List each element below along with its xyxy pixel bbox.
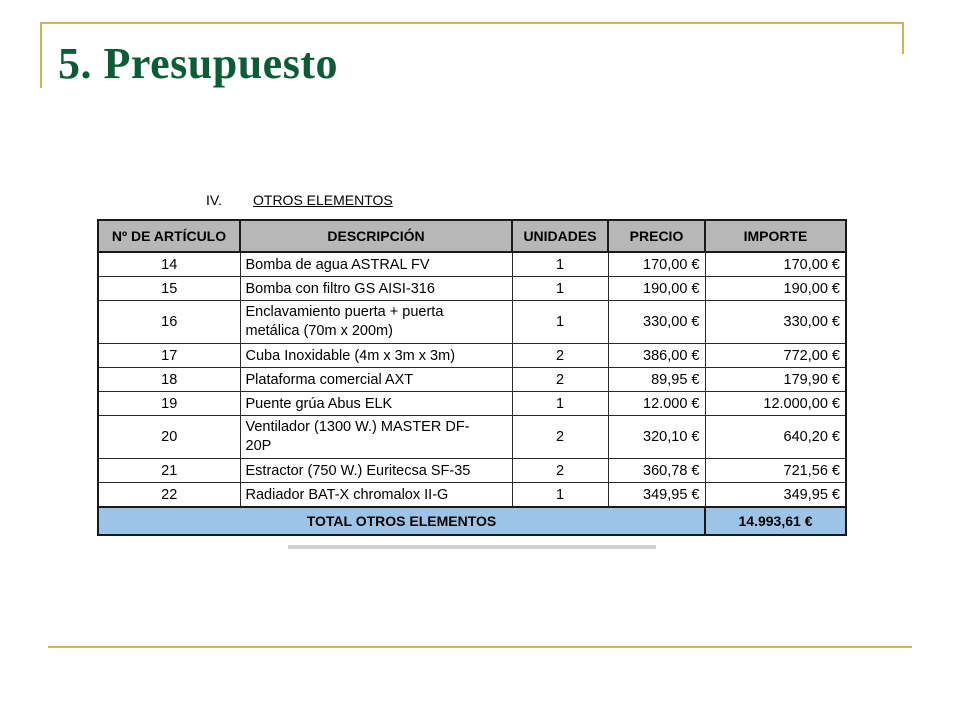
total-amount: 14.993,61 €	[705, 507, 846, 535]
cell-amount: 640,20 €	[705, 416, 846, 459]
table-row	[98, 416, 846, 459]
right-rule	[902, 22, 904, 54]
cell-amount: 190,00 €	[705, 277, 846, 301]
table-shadow	[288, 545, 656, 549]
cell-description: Bomba con filtro GS AISI-316	[240, 277, 512, 301]
cell-description: Estractor (750 W.) Euritecsa SF-35	[240, 459, 512, 483]
cell-price: 89,95 €	[608, 368, 705, 392]
total-label: TOTAL OTROS ELEMENTOS	[98, 507, 705, 535]
cell-amount: 12.000,00 €	[705, 392, 846, 416]
cell-price: 320,10 €	[608, 416, 705, 459]
cell-description: Cuba Inoxidable (4m x 3m x 3m)	[240, 344, 512, 368]
cell-item: 19	[98, 392, 240, 416]
cell-item: 21	[98, 459, 240, 483]
table-row	[98, 459, 846, 483]
cell-item: 17	[98, 344, 240, 368]
table-row	[98, 344, 846, 368]
section-title: OTROS ELEMENTOS	[253, 192, 393, 208]
table-row	[98, 392, 846, 416]
table-row	[98, 368, 846, 392]
slide-title: 5. Presupuesto	[58, 39, 338, 88]
table-row	[98, 301, 846, 344]
cell-price: 330,00 €	[608, 301, 705, 344]
cell-units: 1	[512, 301, 608, 344]
total-row	[98, 507, 846, 535]
description-line-1: Enclavamiento puerta + puerta	[245, 304, 444, 320]
header-units: UNIDADES	[512, 220, 608, 252]
cell-item: 16	[98, 301, 240, 344]
table-row	[98, 483, 846, 508]
header-description: DESCRIPCIÓN	[240, 220, 512, 252]
budget-table	[97, 219, 847, 536]
cell-units: 1	[512, 483, 608, 508]
cell-price: 386,00 €	[608, 344, 705, 368]
cell-units: 2	[512, 368, 608, 392]
cell-units: 1	[512, 252, 608, 277]
cell-units: 1	[512, 277, 608, 301]
section-number: IV.	[206, 192, 222, 208]
cell-price: 12.000 €	[608, 392, 705, 416]
cell-units: 2	[512, 459, 608, 483]
cell-description: Bomba de agua ASTRAL FV	[240, 252, 512, 277]
table-row	[98, 277, 846, 301]
cell-amount: 772,00 €	[705, 344, 846, 368]
top-rule	[40, 22, 904, 24]
cell-price: 349,95 €	[608, 483, 705, 508]
cell-item: 22	[98, 483, 240, 508]
cell-price: 360,78 €	[608, 459, 705, 483]
cell-units: 1	[512, 392, 608, 416]
description-line-2: 20P	[245, 438, 272, 454]
cell-price: 190,00 €	[608, 277, 705, 301]
cell-description: Puente grúa Abus ELK	[240, 392, 512, 416]
cell-description	[240, 416, 512, 459]
bottom-rule	[48, 646, 912, 648]
header-price: PRECIO	[608, 220, 705, 252]
cell-units: 2	[512, 416, 608, 459]
cell-description: Radiador BAT-X chromalox II-G	[240, 483, 512, 508]
cell-amount: 721,56 €	[705, 459, 846, 483]
cell-price: 170,00 €	[608, 252, 705, 277]
cell-amount: 179,90 €	[705, 368, 846, 392]
cell-item: 14	[98, 252, 240, 277]
description-line-2: metálica (70m x 200m)	[245, 323, 393, 339]
cell-description: Plataforma comercial AXT	[240, 368, 512, 392]
cell-description	[240, 301, 512, 344]
cell-item: 15	[98, 277, 240, 301]
cell-amount: 349,95 €	[705, 483, 846, 508]
cell-item: 20	[98, 416, 240, 459]
cell-amount: 330,00 €	[705, 301, 846, 344]
cell-item: 18	[98, 368, 240, 392]
table-header-row	[98, 220, 846, 252]
description-line-1: Ventilador (1300 W.) MASTER DF-	[245, 419, 470, 435]
left-rule	[40, 22, 42, 88]
header-item: Nº DE ARTÍCULO	[98, 220, 240, 252]
table-row	[98, 252, 846, 277]
cell-amount: 170,00 €	[705, 252, 846, 277]
cell-units: 2	[512, 344, 608, 368]
header-amount: IMPORTE	[705, 220, 846, 252]
